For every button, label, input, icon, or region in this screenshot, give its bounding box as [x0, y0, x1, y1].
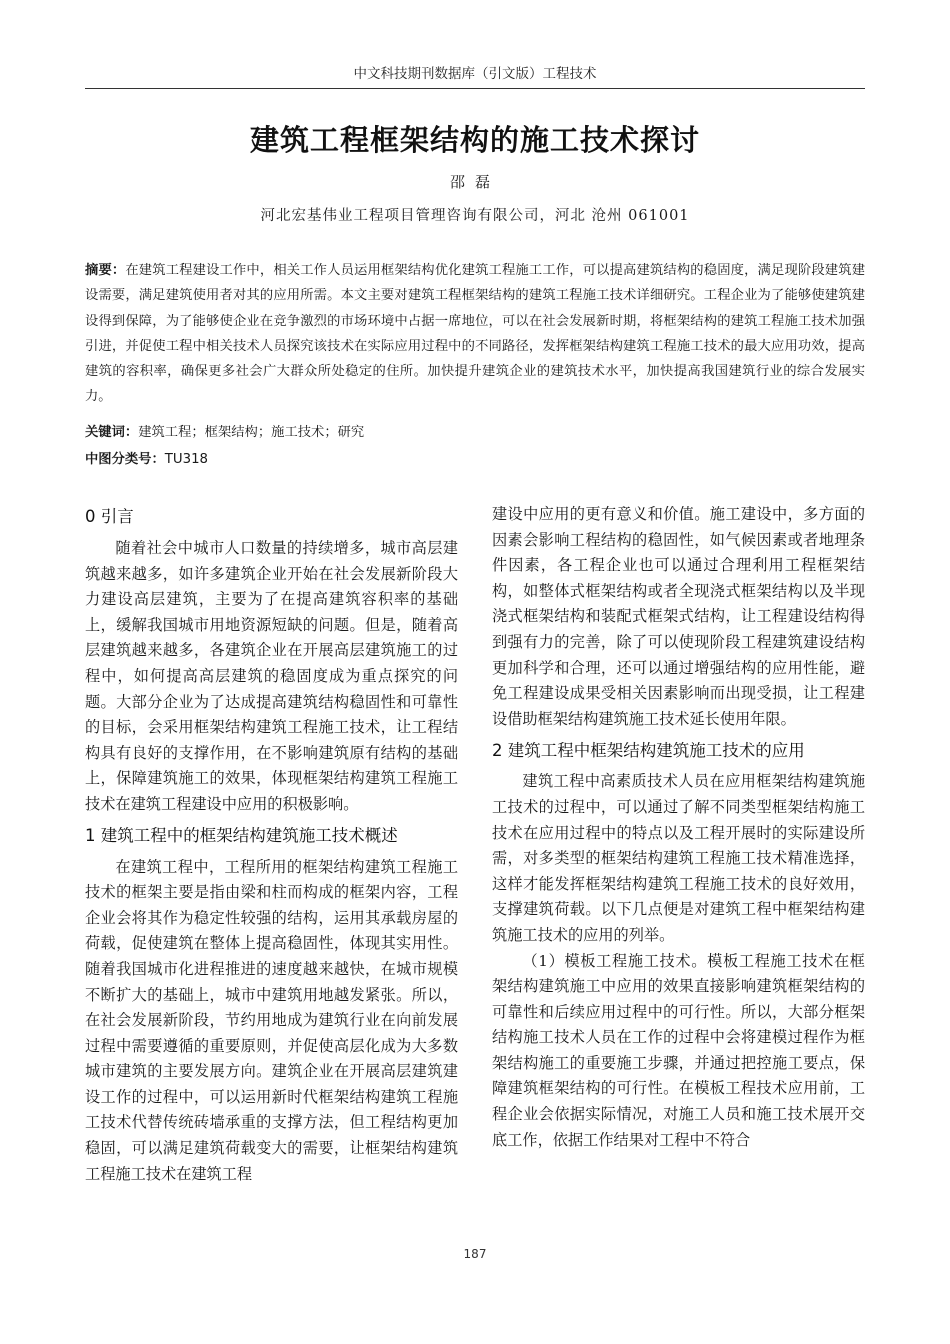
intro-paragraph: 随着社会中城市人口数量的持续增多，城市高层建筑越来越多，如许多建筑企业开始在社会发展新阶段大力建设高层建筑，主要为了在提高建筑容积率的基础上，缓解我国城市用地资源短缺的问题。但是，随着高层建筑越来越多，各建筑企业在开展高层建筑施工的过程中，如何提高高层建筑的稳固度成为重点探究的问题。大部分企业为了达成提高建筑结构稳固性和可靠性的目标，会采用框架结构建筑工程施工技术，让工程结构具有良好的支撑作用，在不影响建筑原有结构的基础上，保障建筑施工的效果，体现框架结构建筑工程施工技术在建筑工程建设中应用的积极影响。 [85, 539, 458, 813]
journal-name: 中文科技期刊数据库（引文版）工程技术 [353, 66, 597, 82]
clc-line [85, 448, 865, 472]
page-number: 187 [463, 1247, 487, 1261]
author-affiliation: 河北宏基伟业工程项目管理咨询有限公司，河北 沧州 061001 [260, 208, 690, 224]
clc-label: 中图分类号： [85, 452, 165, 467]
section-heading-intro: 0 引言 [85, 507, 134, 526]
keywords-line [85, 421, 865, 445]
section1-paragraph-continued: 建设中应用的更有意义和价值。施工建设中，多方面的因素会影响工程结构的稳固性，如气候因素或者地理条件因素，各工程企业也可以通过合理利用工程框架结构，如整体式框架结构或者全现浇式框架结构以及半现浇式框架结构和装配式框架式结构，让工程建设结构得到强有力的完善，除了可以使现阶段工程建筑建设结构更加科学和合理，还可以通过增强结构的应用性能，避免工程建设成果受相关因素影响而出现受损，让工程建设借助框架结构建筑施工技术延长使用年限。 [492, 505, 865, 728]
keywords-label: 关键词： [85, 425, 139, 440]
section-heading-1: 1 建筑工程中的框架结构建筑施工技术概述 [85, 825, 398, 845]
abstract-label: 摘要： [85, 263, 126, 278]
journal-header [85, 62, 865, 89]
section-heading-2: 2 建筑工程中框架结构建筑施工技术的应用 [492, 741, 805, 761]
left-column [85, 503, 458, 1187]
article-title: 建筑工程框架结构的施工技术探讨 [249, 123, 700, 157]
section1-paragraph: 在建筑工程中，工程所用的框架结构建筑工程施工技术的框架主要是指由梁和柱而构成的框架内容，工程企业会将其作为稳定性较强的结构，运用其承载房屋的荷载，促使建筑在整体上提高稳固性，体现其实用性。随着我国城市化进程推进的速度越来越快，在城市规模不断扩大的基础上，城市中建筑用地越发紧张。所以，在社会发展新阶段，节约用地成为建筑行业在向前发展过程中需要遵循的重要原则，并促使高层化成为大多数城市建筑的主要发展方向。建筑企业在开展高层建筑建设工作的过程中，可以运用新时代框架结构建筑工程施工技术代替传统砖墙承重的支撑方法，但工程结构更加稳固，可以满足建筑荷载变大的需要，让框架结构建筑工程施工技术在建筑工程 [85, 857, 458, 1183]
abstract-text: 在建筑工程建设工作中，相关工作人员运用框架结构优化建筑工程施工工作，可以提高建筑结构的稳固度，满足现阶段建筑建设需要，满足建筑使用者对其的应用所需。本文主要对建筑工程框架结构的建筑工程施工技术详细研究。工程企业为了能够使建筑建设得到保障，为了能够使企业在竞争激烈的市场环境中占据一席地位，可以在社会发展新时期，将框架结构的建筑工程施工技术加强引进，并促使工程中相关技术人员探究该技术在实际应用过程中的不同路径，发挥框架结构建筑工程施工技术的最大应用功效，提高建筑的容积率，确保更多社会广大群众所处稳定的住所。加快提升建筑企业的建筑技术水平，加快提高我国建筑行业的综合发展实力。 [85, 263, 866, 405]
section2-paragraph-2: （1）模板工程施工技术。模板工程施工技术在框架结构建筑施工中应用的效果直接影响建筑框架结构的可靠性和后续应用过程中的可行性。所以，大部分框架结构施工技术人员在工作的过程中会将建模过程作为框架结构施工的重要施工步骤，并通过把控施工要点，保障建筑框架结构的可行性。在模板工程技术应用前，工程企业会依据实际情况，对施工人员和施工技术展开交底工作，依据工作结果对工程中不符合 [492, 951, 865, 1149]
abstract [85, 258, 865, 410]
article-author: 邵磊 [449, 173, 500, 191]
right-column [492, 502, 865, 1153]
section2-paragraph-1: 建筑工程中高素质技术人员在应用框架结构建筑施工技术的过程中，可以通过了解不同类型框架结构施工技术在应用过程中的特点以及工程开展时的实际建设所需，对多类型的框架结构建筑工程施工技术精准选择，这样才能发挥框架结构建筑工程施工技术的良好效用，支撑建筑荷载。以下几点便是对建筑工程中框架结构建筑施工技术的应用的列举。 [492, 772, 865, 944]
clc-number: TU318 [164, 452, 209, 467]
keywords: 建筑工程；框架结构；施工技术；研究 [138, 425, 365, 440]
